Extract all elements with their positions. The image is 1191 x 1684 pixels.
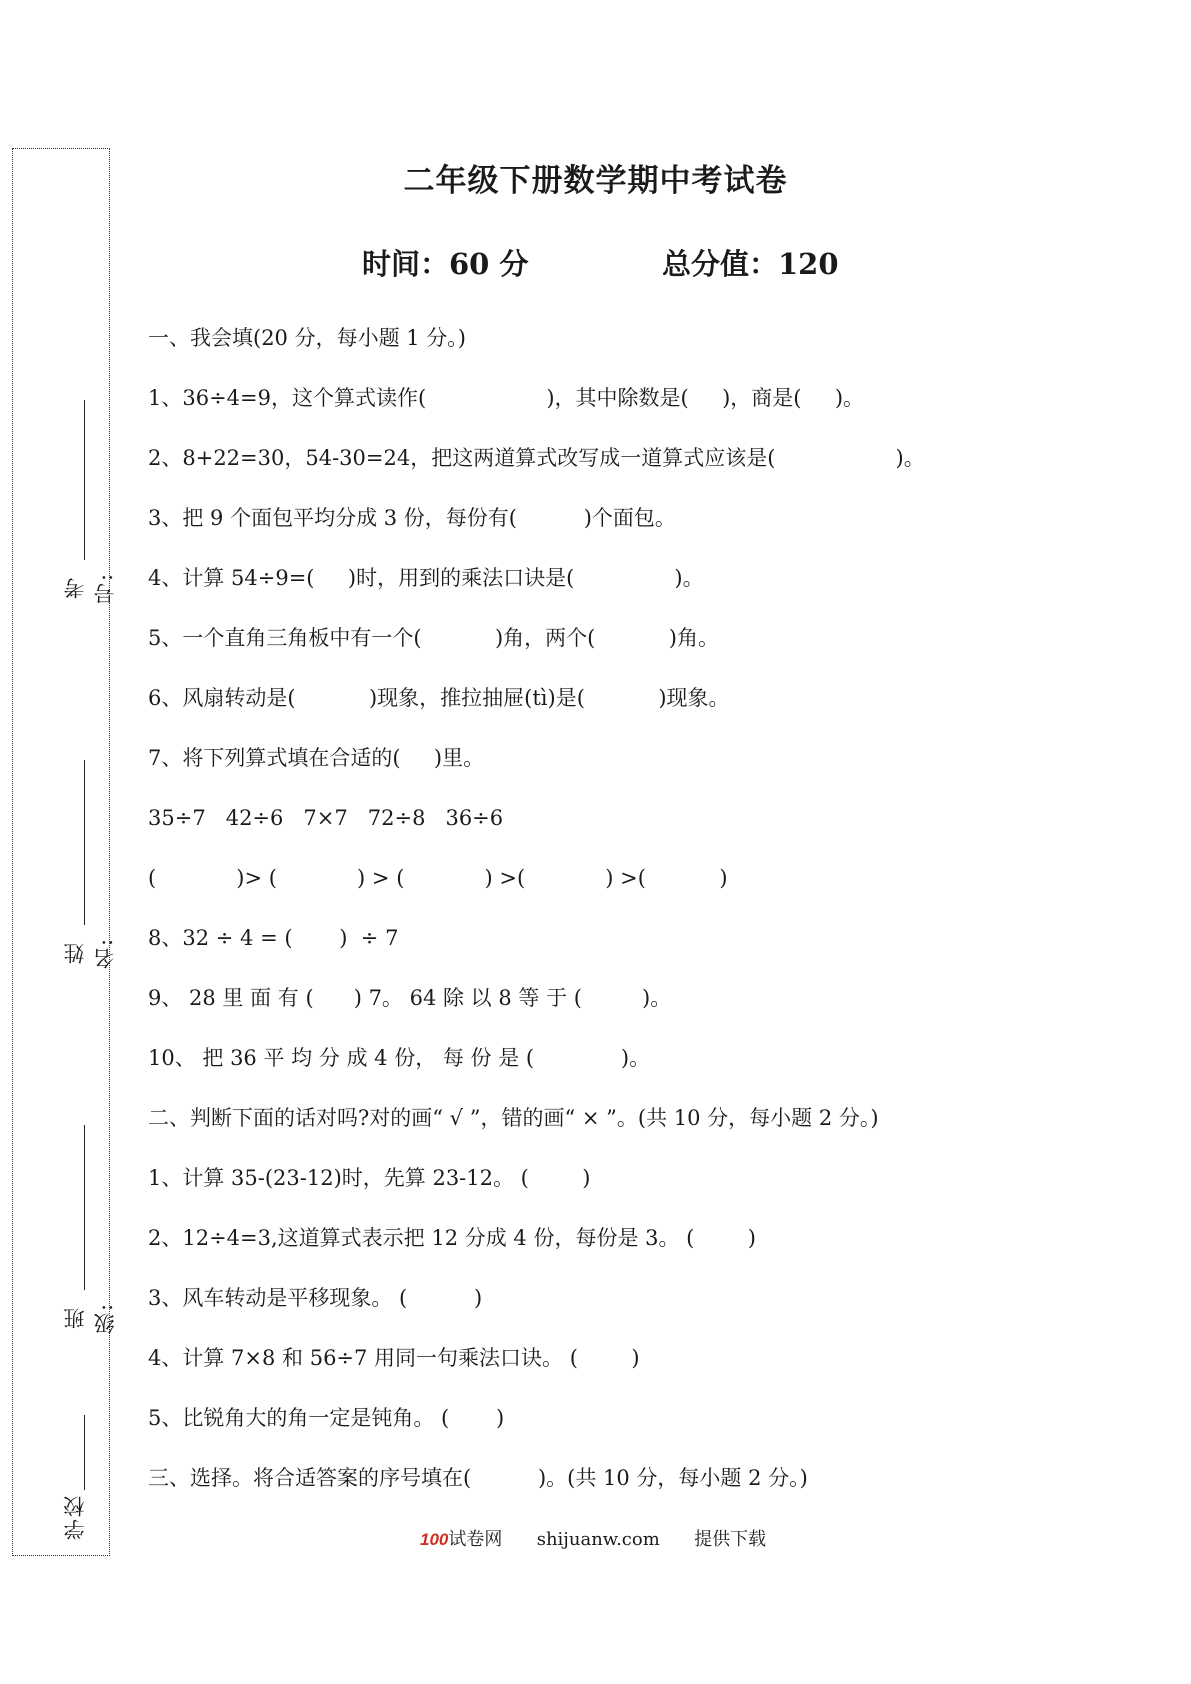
question-line: 6、风扇转动是( )现象，推拉抽屉(tì)是( )现象。 [148,686,730,710]
exam-time: 时间：60 分 [362,247,529,281]
answer-blanks: ( )> ( ) > ( ) >( ) >( ) [148,866,728,890]
name-field [58,760,117,980]
name-line [84,760,85,925]
exam-number-label: 考号: [63,571,117,604]
school-field [58,1415,98,1545]
question-line: 5、比锐角大的角一定是钝角。 ( ) [148,1406,505,1430]
section-3-heading: 三、选择。将合适答案的序号填在( )。(共 10 分，每小题 2 分。) [148,1466,808,1490]
question-line: 7、将下列算式填在合适的( )里。 [148,746,485,770]
question-line: 2、12÷4=3,这道算式表示把 12 分成 4 份，每份是 3。 ( ) [148,1226,756,1250]
question-line: 8、32 ÷ 4 = ( ) ÷ 7 [148,926,399,950]
footer [420,1525,766,1551]
name-label: 姓名: [63,936,117,969]
question-line: 10、 把 36 平 均 分 成 4 份， 每 份 是 ( )。 [148,1046,651,1070]
page-title: 二年级下册数学期中考试卷 [403,163,788,199]
footer-site[interactable]: shijuanw.com [536,1529,660,1550]
section-1-heading: 一、我会填(20 分，每小题 1 分。) [148,326,466,350]
question-line: 9、 28 里 面 有 ( ) 7。 64 除 以 8 等 于 ( )。 [148,986,672,1010]
question-line: 4、计算 54÷9=( )时，用到的乘法口诀是( )。 [148,566,704,590]
question-line: 1、计算 35-(23-12)时，先算 23-12。 ( ) [148,1166,591,1190]
footer-note: 提供下载 [694,1529,767,1550]
question-line: 5、一个直角三角板中有一个( )角，两个( )角。 [148,626,719,650]
site-logo: 100 [420,1530,449,1549]
question-line: 3、把 9 个面包平均分成 3 份，每份有( )个面包。 [148,506,676,530]
question-line: 3、风车转动是平移现象。 ( ) [148,1286,483,1310]
class-line [84,1125,85,1290]
question-line: 2、8+22=30，54-30=24，把这两道算式改写成一道算式应该是( )。 [148,446,925,470]
question-line: 4、计算 7×8 和 56÷7 用同一句乘法口诀。 ( ) [148,1346,640,1370]
exam-number-line [84,400,85,560]
class-field [58,1125,117,1345]
section-2-heading: 二、判断下面的话对吗?对的画“ √ ”，错的画“ × ”。(共 10 分，每小题 2 分。) [148,1106,879,1130]
class-label: 班级: [63,1301,117,1334]
expression-list: 35÷7 42÷6 7×7 72÷8 36÷6 [148,806,504,830]
exam-number-field [58,400,117,615]
school-label: 学校 [63,1494,87,1541]
question-line: 1、36÷4=9，这个算式读作( )，其中除数是( )，商是( )。 [148,386,865,410]
footer-brand: 试卷网 [448,1529,503,1550]
total-score: 总分值：120 [662,247,839,281]
school-line [84,1415,85,1490]
